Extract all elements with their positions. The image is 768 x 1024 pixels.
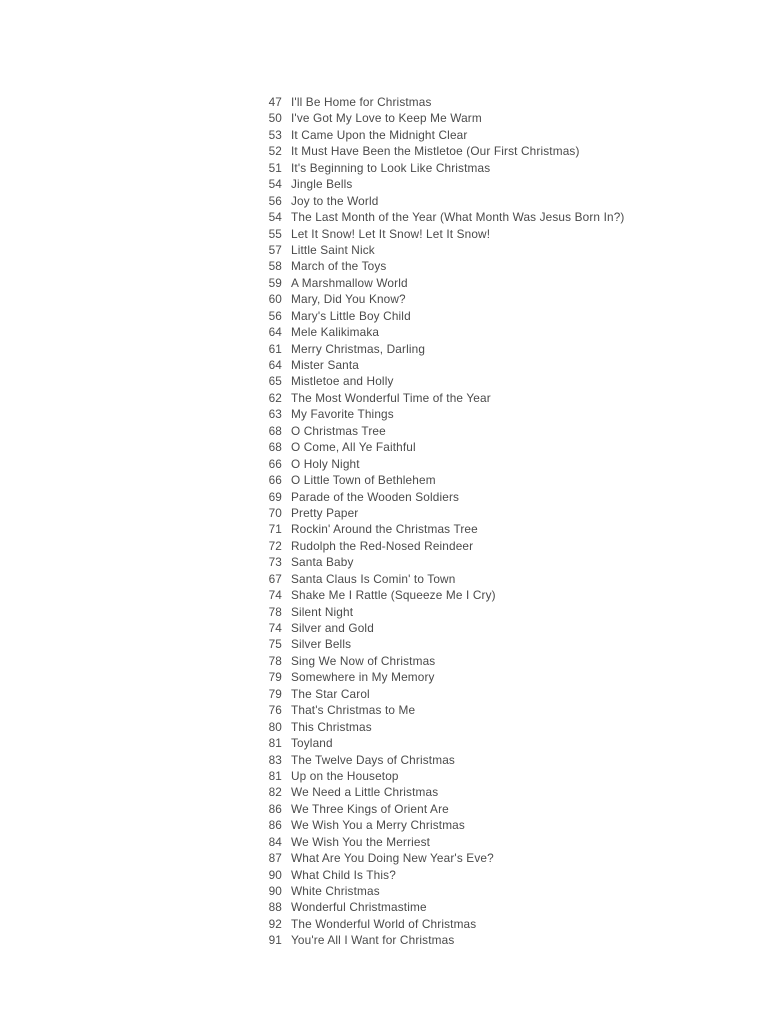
toc-page-number: 54 — [268, 210, 282, 225]
toc-page-number: 67 — [268, 571, 282, 586]
toc-page-number: 81 — [268, 736, 282, 751]
toc-page-number: 69 — [268, 489, 282, 504]
toc-row — [258, 686, 625, 702]
toc-song-title: Rockin' Around the Christmas Tree — [291, 522, 478, 537]
toc-row — [258, 110, 625, 126]
toc-song-title: It Must Have Been the Mistletoe (Our First Christmas) — [291, 144, 580, 159]
toc-page-number: 92 — [268, 916, 282, 931]
toc-page-number: 80 — [268, 719, 282, 734]
toc-page-number: 71 — [268, 522, 282, 537]
toc-page-number: 91 — [268, 933, 282, 948]
toc-page-number: 60 — [268, 292, 282, 307]
toc-song-title: White Christmas — [291, 884, 380, 898]
toc-song-title: Jingle Bells — [291, 177, 353, 192]
toc-song-title: We Wish You a Merry Christmas — [291, 818, 465, 833]
toc-row — [258, 784, 625, 800]
toc-row — [258, 702, 625, 718]
toc-page-number: 86 — [268, 818, 282, 833]
toc-song-title: I've Got My Love to Keep Me Warm — [291, 111, 482, 126]
toc-page-number: 82 — [268, 785, 282, 800]
toc-song-title: We Need a Little Christmas — [291, 785, 439, 800]
toc-row — [258, 291, 625, 307]
toc-page-number: 84 — [268, 834, 282, 849]
toc-row — [258, 735, 625, 751]
toc-row — [258, 472, 625, 488]
toc-row — [258, 801, 625, 817]
toc-row — [258, 604, 625, 620]
toc-song-title: Wonderful Christmastime — [291, 900, 427, 915]
toc-row — [258, 752, 625, 768]
toc-row — [258, 94, 625, 110]
toc-song-title: Santa Claus Is Comin' to Town — [291, 571, 456, 586]
toc-page-number: 79 — [268, 670, 282, 685]
toc-page-number: 74 — [268, 621, 282, 635]
toc-song-title: The Most Wonderful Time of the Year — [291, 390, 491, 405]
toc-row — [258, 209, 625, 225]
toc-page-number: 81 — [268, 768, 282, 783]
toc-page-number: 83 — [268, 752, 282, 767]
toc-row — [258, 899, 625, 915]
toc-row — [258, 538, 625, 554]
toc-row — [258, 669, 625, 685]
toc-song-title: A Marshmallow World — [291, 275, 408, 290]
toc-page-number: 74 — [268, 588, 282, 603]
toc-page-number: 76 — [268, 703, 282, 718]
toc-row — [258, 176, 625, 192]
toc-song-title: We Three Kings of Orient Are — [291, 801, 449, 816]
toc-row — [258, 308, 625, 324]
toc-row — [258, 439, 625, 455]
toc-page-number: 50 — [268, 111, 282, 126]
toc-page-number: 65 — [268, 374, 282, 389]
toc-page-number: 61 — [268, 341, 282, 356]
toc-page-number: 64 — [268, 325, 282, 340]
toc-row — [258, 916, 625, 932]
toc-page-number: 68 — [268, 440, 282, 455]
toc-row — [258, 143, 625, 159]
toc-page-number: 63 — [268, 407, 282, 422]
toc-song-title: O Come, All Ye Faithful — [291, 440, 416, 455]
toc-row — [258, 373, 625, 389]
toc-row — [258, 242, 625, 258]
toc-page-number: 52 — [268, 144, 282, 159]
toc-song-title: Somewhere in My Memory — [291, 670, 435, 685]
toc-row — [258, 932, 625, 948]
toc-row — [258, 258, 625, 274]
toc-song-title: The Twelve Days of Christmas — [291, 752, 455, 767]
toc-page-number: 78 — [268, 604, 282, 619]
toc-row — [258, 587, 625, 603]
toc-page-number: 56 — [268, 193, 282, 208]
toc-song-title: The Last Month of the Year (What Month Was Jesus Born In?) — [291, 210, 625, 225]
toc-page-number: 75 — [268, 637, 282, 652]
toc-song-title: Pretty Paper — [291, 505, 359, 520]
toc-page-number: 73 — [268, 555, 282, 570]
toc-row — [258, 817, 625, 833]
toc-page-number: 47 — [268, 95, 282, 109]
toc-page-number: 57 — [268, 242, 282, 257]
toc-page-number: 62 — [268, 390, 282, 405]
toc-row — [258, 505, 625, 521]
toc-song-title: Silent Night — [291, 604, 354, 619]
toc-song-title: We Wish You the Merriest — [291, 834, 431, 849]
toc-song-title: I'll Be Home for Christmas — [291, 95, 432, 109]
toc-song-title: This Christmas — [291, 719, 372, 734]
toc-song-title: Toyland — [291, 736, 333, 751]
toc-row — [258, 521, 625, 537]
toc-row — [258, 850, 625, 866]
toc-page-number: 78 — [268, 653, 282, 668]
toc-song-title: You're All I Want for Christmas — [291, 933, 455, 948]
toc-song-title: Merry Christmas, Darling — [291, 341, 426, 356]
toc-song-title: Up on the Housetop — [291, 768, 399, 783]
toc-page-number: 79 — [268, 686, 282, 701]
toc-page-number: 90 — [268, 867, 282, 882]
toc-song-title: Mary's Little Boy Child — [291, 308, 411, 323]
toc-row — [258, 554, 625, 570]
toc-row — [258, 456, 625, 472]
toc-row — [258, 324, 625, 340]
toc-song-title: Rudolph the Red-Nosed Reindeer — [291, 538, 474, 553]
toc-row — [258, 160, 625, 176]
toc-row — [258, 275, 625, 291]
toc-row — [258, 357, 625, 373]
toc-row — [258, 883, 625, 899]
toc-row — [258, 341, 625, 357]
toc-song-title: Mistletoe and Holly — [291, 374, 394, 389]
toc-song-title: What Child Is This? — [291, 867, 396, 882]
toc-song-title: Silver Bells — [291, 637, 352, 652]
toc-row — [258, 653, 625, 669]
toc-song-title: The Wonderful World of Christmas — [291, 916, 477, 931]
toc-song-title: Mary, Did You Know? — [291, 292, 406, 307]
toc-row — [258, 834, 625, 850]
toc-song-title: What Are You Doing New Year's Eve? — [291, 851, 494, 866]
toc-page-number: 72 — [268, 538, 282, 553]
toc-page-number: 59 — [268, 275, 282, 290]
toc-row — [258, 571, 625, 587]
toc-row — [258, 768, 625, 784]
toc-page-number: 51 — [268, 160, 282, 175]
toc-song-title: Mele Kalikimaka — [291, 325, 380, 340]
toc-page-number: 53 — [268, 127, 282, 142]
toc-song-title: Joy to the World — [291, 193, 379, 208]
toc-page-number: 54 — [268, 177, 282, 192]
toc-row — [258, 390, 625, 406]
toc-row — [258, 620, 625, 636]
toc-page-number: 66 — [268, 456, 282, 471]
toc-song-title: It's Beginning to Look Like Christmas — [291, 160, 491, 175]
toc-row — [258, 226, 625, 242]
toc-song-title: O Christmas Tree — [291, 423, 386, 438]
toc-song-title: The Star Carol — [291, 686, 370, 701]
toc-song-title: Little Saint Nick — [291, 242, 375, 257]
toc-row — [258, 193, 625, 209]
toc-song-title: My Favorite Things — [291, 407, 394, 422]
toc-page-number: 55 — [268, 226, 282, 241]
toc-page-number: 87 — [268, 851, 282, 866]
toc-page-number: 88 — [268, 900, 282, 915]
toc-row — [258, 489, 625, 505]
toc-song-title: Sing We Now of Christmas — [291, 653, 436, 668]
toc-row — [258, 719, 625, 735]
toc-page-number: 66 — [268, 473, 282, 488]
toc-row — [258, 423, 625, 439]
toc-row — [258, 127, 625, 143]
toc-song-title: That's Christmas to Me — [291, 703, 416, 718]
toc-page-number: 70 — [268, 505, 282, 520]
toc-song-title: Let It Snow! Let It Snow! Let It Snow! — [291, 226, 491, 241]
toc-row — [258, 636, 625, 652]
toc-song-title: March of the Toys — [291, 259, 387, 274]
toc-page-number: 56 — [268, 308, 282, 323]
toc-row — [258, 867, 625, 883]
toc-song-title: Santa Baby — [291, 555, 354, 570]
toc-song-title: Parade of the Wooden Soldiers — [291, 489, 460, 504]
toc-song-title: Shake Me I Rattle (Squeeze Me I Cry) — [291, 588, 496, 603]
toc-song-title: O Holy Night — [291, 456, 360, 471]
toc-page-number: 64 — [268, 358, 282, 372]
toc-row — [258, 406, 625, 422]
toc-page-number: 90 — [268, 884, 282, 898]
toc-song-title: Silver and Gold — [291, 621, 374, 635]
toc-page-number: 68 — [268, 423, 282, 438]
toc-page-number: 58 — [268, 259, 282, 274]
toc-list — [258, 94, 625, 949]
toc-song-title: O Little Town of Bethlehem — [291, 473, 436, 488]
toc-song-title: Mister Santa — [291, 358, 360, 372]
toc-page-number: 86 — [268, 801, 282, 816]
toc-song-title: It Came Upon the Midnight Clear — [291, 127, 468, 142]
